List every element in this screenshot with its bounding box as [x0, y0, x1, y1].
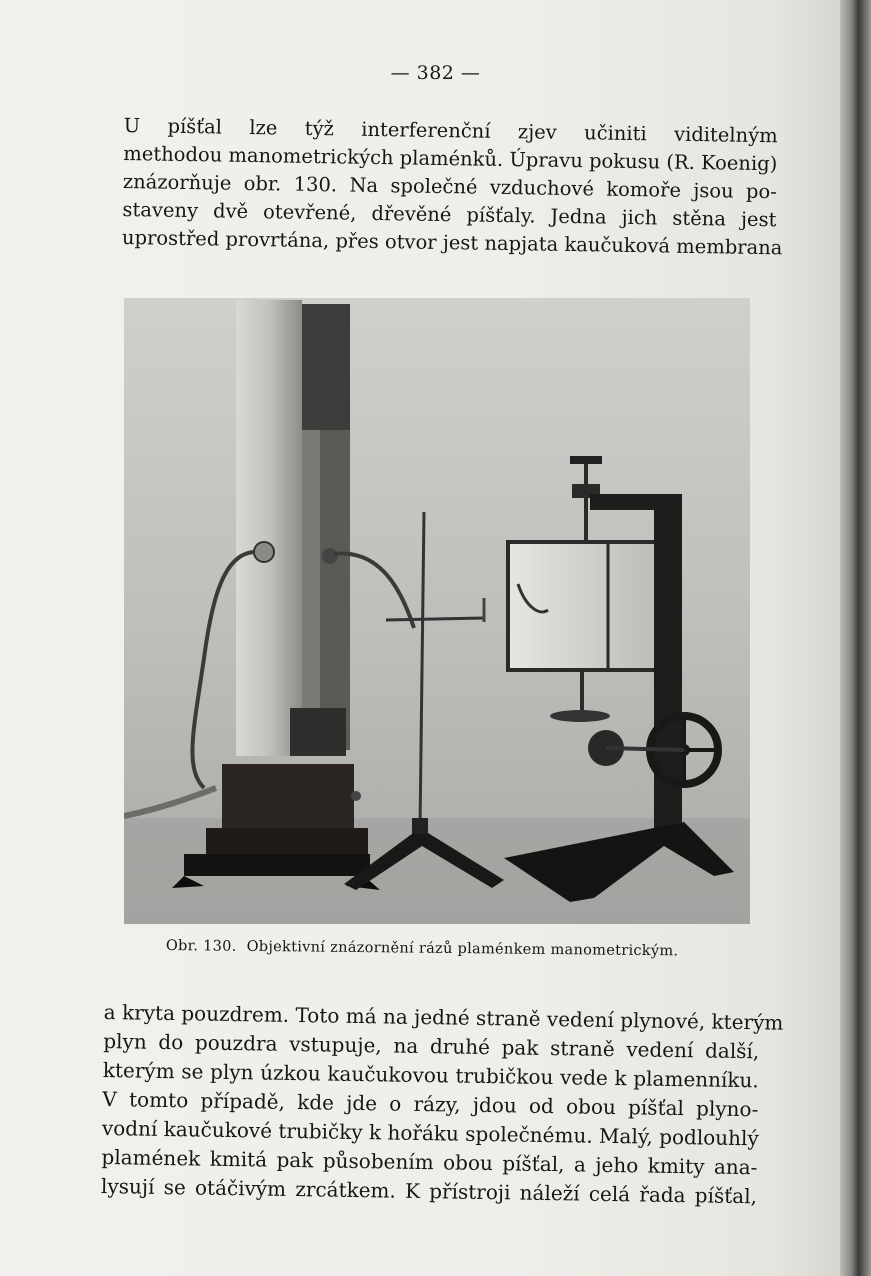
text-line: kterým se plyn úzkou kaučukovou trubičkou vede k plamenníku.	[102, 1057, 759, 1093]
text-line: vodní kaučukové trubičky k hořáku společnému. Malý, podlouhlý	[101, 1115, 759, 1151]
text-line: methodou manometrických plaménků. Úpravu pokusu (R. Koenig)	[123, 141, 778, 176]
figure-caption-text: Objektivní znázornění rázů plaménkem manometrickým.	[246, 938, 679, 960]
text-line: plyn do pouzdra vstupuje, na druhé pak straně vedení další,	[103, 1028, 760, 1064]
figure-label: Obr. 130.	[165, 938, 237, 955]
book-gutter	[840, 0, 871, 1276]
text-line: uprostřed provrtána, přes otvor jest napjata kaučuková membrana	[121, 225, 783, 260]
organ-pipes	[236, 300, 350, 756]
text-line: U píšťal lze týž interferenční zjev učiniti viditelným	[123, 113, 778, 148]
text-line: staveny dvě otevřené, dřevěné píšťaly. Jedna jich stěna jest	[122, 197, 777, 232]
text-line: a kryta pouzdrem. Toto má na jedné straně vedení plynové, kterým	[103, 999, 784, 1035]
text-line: znázorňuje obr. 130. Na společné vzduchové komoře jsou po-	[122, 169, 778, 204]
apparatus-photo	[124, 298, 750, 924]
top-paragraph	[121, 112, 783, 262]
text-line: plamének kmitá pak působením obou píšťal, a jeho kmity ana-	[101, 1144, 758, 1180]
page-number: — 382 —	[390, 62, 481, 84]
bottom-paragraph	[100, 998, 784, 1211]
text-line: lysují se otáčivým zrcátkem. K přístroji náleží celá řada píšťal,	[100, 1173, 758, 1209]
text-line: V tomto případě, kde jde o rázy, jdou od obou píšťal plyno-	[102, 1086, 759, 1122]
figure-photo-apparatus	[124, 298, 750, 924]
